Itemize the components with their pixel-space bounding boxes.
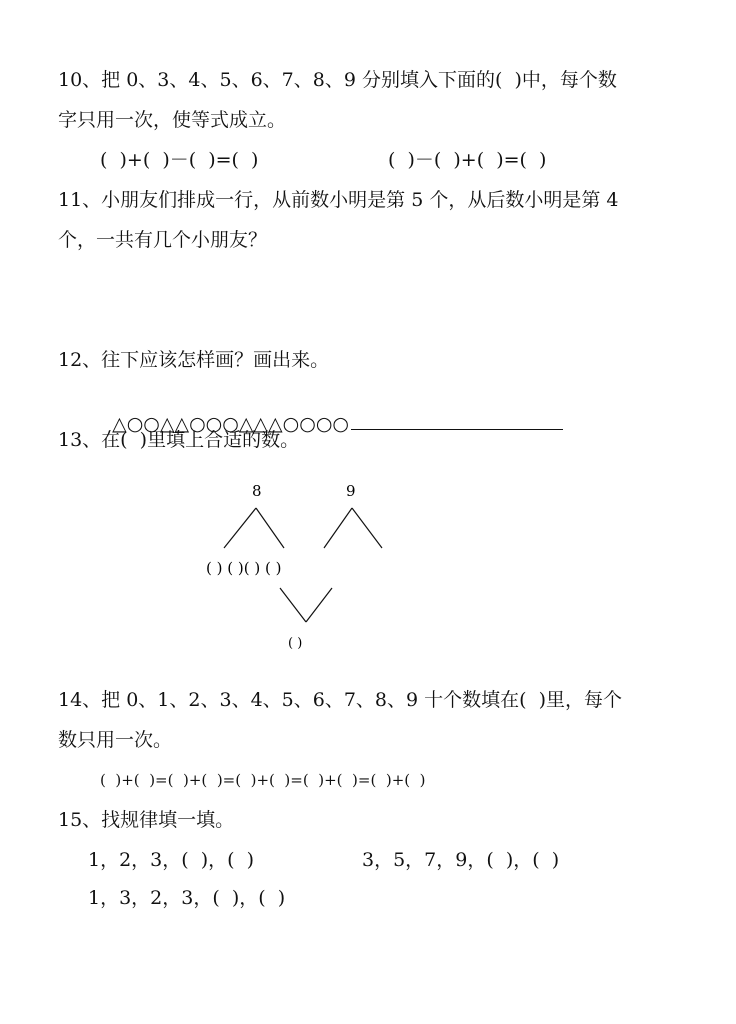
q14-line2: 数只用一次。 bbox=[58, 729, 173, 751]
diagram-branch bbox=[306, 588, 332, 622]
q11-line2: 个，一共有几个小朋友？ bbox=[58, 229, 268, 251]
diagram-top-left-number: 8 bbox=[252, 482, 262, 500]
diagram-branch bbox=[352, 508, 382, 548]
diagram-top-right-number: 9 bbox=[346, 482, 356, 500]
shape-pattern: △○○△△○○○△△△○○○○ bbox=[112, 413, 349, 435]
diagram-branch bbox=[324, 508, 352, 548]
diagram-middle-blanks: ( ) ( )( ) ( ) bbox=[206, 559, 282, 577]
diagram-branch bbox=[224, 508, 256, 548]
q15-sequence-3: 1，3，2，3，( )，( ) bbox=[88, 887, 286, 909]
q14-line1: 14、把 0、1、2、3、4、5、6、7、8、9 十个数填在( )里，每个 bbox=[58, 689, 623, 711]
diagram-branch bbox=[280, 588, 306, 622]
diagram-branch bbox=[256, 508, 284, 548]
q13-line1: 13、在( )里填上合适的数。 bbox=[58, 429, 300, 451]
q11-line1: 11、小朋友们排成一行，从前数小明是第 5 个，从后数小明是第 4 bbox=[58, 189, 619, 211]
q10-equation-1: ( )+( )－( )=( ) bbox=[100, 149, 259, 171]
q14-equation: ( )+( )=( )+( )=( )+( )=( )+( )=( )+( ) bbox=[100, 771, 426, 789]
diagram-bottom-blank: ( ) bbox=[288, 636, 303, 651]
answer-blank-line[interactable] bbox=[351, 413, 563, 430]
q15-line1: 15、找规律填一填。 bbox=[58, 809, 235, 831]
q15-sequence-1: 1，2，3，( )，( ) bbox=[88, 849, 255, 871]
q10-equation-2: ( )－( )+( )=( ) bbox=[388, 149, 547, 171]
q10-line2: 字只用一次，使等式成立。 bbox=[58, 109, 287, 131]
q12-line1: 12、往下应该怎样画？画出来。 bbox=[58, 349, 330, 371]
q15-sequence-2: 3，5，7，9，( )，( ) bbox=[362, 849, 560, 871]
q10-line1: 10、把 0、3、4、5、6、7、8、9 分别填入下面的( )中，每个数 bbox=[58, 69, 617, 91]
q13-number-diagram bbox=[0, 470, 736, 670]
